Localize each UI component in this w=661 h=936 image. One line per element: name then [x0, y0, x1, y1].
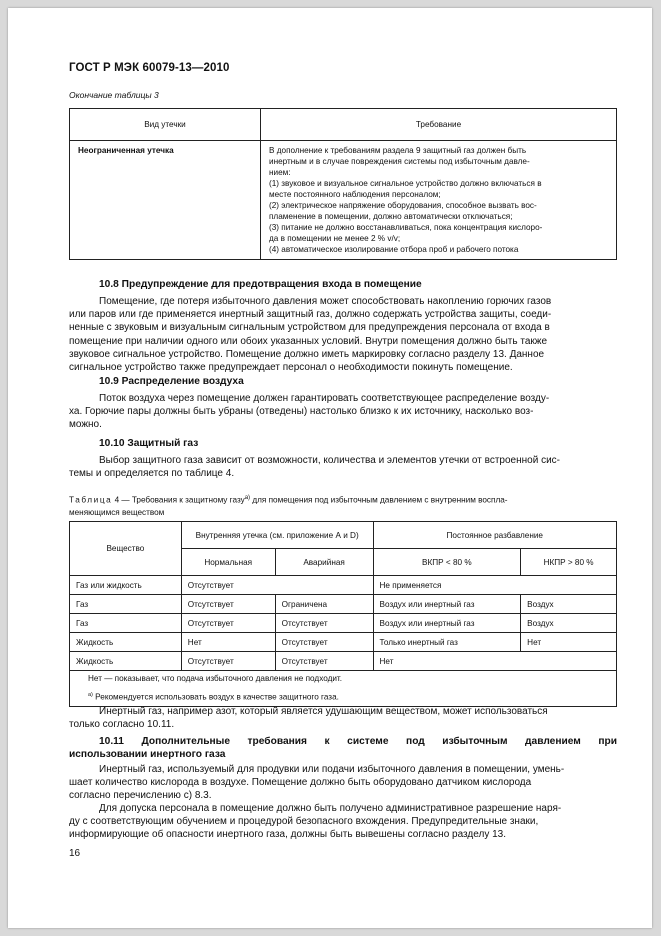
- cell-nkpr: Воздух: [521, 595, 617, 614]
- page-number: 16: [69, 848, 81, 859]
- table4-header-internal: Внутренняя утечка (см. приложение А и D): [181, 522, 373, 549]
- table4-caption-prefix: Таблица: [69, 495, 113, 505]
- table3-header-requirement: Требование: [261, 109, 617, 141]
- cell-substance: Газ: [70, 595, 182, 614]
- cell-emergency: Отсутствует: [275, 652, 373, 671]
- table4-caption-line2: меняющимся веществом: [69, 507, 165, 517]
- section-10-11-p2: [69, 802, 617, 842]
- table3: [69, 108, 617, 260]
- table4-header-substance: Вещество: [70, 522, 182, 576]
- table4-header-vkpr: ВКПР < 80 %: [373, 549, 521, 576]
- document-header: ГОСТ Р МЭК 60079-13—2010: [69, 62, 230, 74]
- req-line: нием:: [269, 168, 291, 177]
- para-line: сигнальное устройство также предупреждает персонал о необходимости покинуть помещение.: [69, 362, 513, 374]
- req-line: месте постоянного наблюдения персоналом;: [269, 190, 441, 199]
- para-line: Поток воздуха через помещение должен гарантировать соответствующее распределение возду-: [99, 393, 550, 404]
- para-line: Инертный газ, например азот, который является удушающим веществом, может использоваться: [99, 706, 548, 717]
- table-row: [70, 576, 617, 595]
- para-line: ду с соответствующим обучением и процедурой безопасного вхождения. Предупредительные знаки,: [69, 816, 539, 828]
- cell-substance: Газ или жидкость: [70, 576, 182, 595]
- table4-header-dilution: Постоянное разбавление: [373, 522, 616, 549]
- req-line: (2) электрическое напряжение оборудования, способное вызвать вос-: [269, 201, 537, 210]
- para-line: темы и определяется по таблице 4.: [69, 468, 235, 480]
- cell-dilution: Нет: [373, 652, 616, 671]
- cell-substance: Жидкость: [70, 633, 182, 652]
- para-line: информирующие об опасности инертного газа, должны быть вывешены согласно разделу 13.: [69, 829, 507, 841]
- section-10-11-title-line1: 10.11 Дополнительные требования к системе под избыточным давлением при: [99, 736, 617, 747]
- table-row: [70, 633, 617, 652]
- para-line: помещение при наличии одного или обоих указанных условий. Внутри помещения должно быть также: [69, 335, 548, 347]
- cell-substance: Газ: [70, 614, 182, 633]
- table3-caption: Окончание таблицы 3: [69, 90, 159, 100]
- section-10-10-title: 10.10 Защитный газ: [99, 438, 199, 449]
- para-line: согласно перечислению с) 8.3.: [69, 790, 212, 802]
- para-line: или паров или где применяется инертный защитный газ, должно содержать устройства защиты, соеди-: [69, 309, 552, 321]
- section-10-9-text: [69, 392, 617, 432]
- cell-normal: Нет: [181, 633, 275, 652]
- cell-emergency: Ограничена: [275, 595, 373, 614]
- para-line: Для допуска персонала в помещение должно быть получено административное разрешение наря-: [99, 803, 562, 814]
- table-row: [70, 652, 617, 671]
- cell-dilution: Не применяется: [373, 576, 616, 595]
- para-line: Выбор защитного газа зависит от возможности, количества и элементов утечки от встроенной сис-: [99, 455, 560, 466]
- req-line: (1) звуковое и визуальное сигнальное устройство должно включаться в: [269, 179, 542, 188]
- table4-notes: [70, 671, 617, 707]
- req-line: (4) автоматическое изолирование отбора проб и рабочего потока: [269, 245, 519, 254]
- cell-substance: Жидкость: [70, 652, 182, 671]
- section-10-11-title-line2: использовании инертного газа: [69, 749, 226, 760]
- req-line: В дополнение к требованиям раздела 9 защитный газ должен быть: [269, 146, 527, 155]
- cell-normal: Отсутствует: [181, 652, 275, 671]
- cell-vkpr: Воздух или инертный газ: [373, 614, 521, 633]
- para-line: шает количество кислорода в воздухе. Помещение должно быть оборудовано датчиком кислорода: [69, 777, 532, 789]
- table4-caption-tail: для помещения под избыточным давлением с внутренним воспла-: [250, 495, 508, 505]
- section-10-10-text: [69, 454, 617, 480]
- req-line: да в помещении не менее 2 % v/v;: [269, 234, 401, 243]
- table4-note-1: Нет — показывает, что подача избыточного давления не подходит.: [88, 674, 343, 683]
- table4-note-2: [88, 692, 610, 702]
- table4-header-nkpr: НКПР > 80 %: [521, 549, 617, 576]
- table-row: [70, 614, 617, 633]
- table4-header-emergency: Аварийная: [275, 549, 373, 576]
- section-10-11-p1: [69, 763, 617, 803]
- cell-emergency: Отсутствует: [275, 614, 373, 633]
- cell-vkpr: Воздух или инертный газ: [373, 595, 521, 614]
- table3-header-type: Вид утечки: [70, 109, 261, 141]
- para-line: только согласно 10.11.: [69, 719, 175, 731]
- cell-normal: Отсутствует: [181, 614, 275, 633]
- after-table-text: [69, 705, 617, 731]
- table4-header-normal: Нормальная: [181, 549, 275, 576]
- table4-caption-sup: a): [244, 495, 251, 501]
- table4: [69, 521, 617, 707]
- para-line: Инертный газ, используемый для продувки или подачи избыточного давления в помещении, умень-: [99, 764, 565, 775]
- cell-emergency: Отсутствует: [275, 633, 373, 652]
- cell-vkpr: Только инертный газ: [373, 633, 521, 652]
- section-10-11-title: [69, 735, 617, 761]
- cell-nkpr: Воздух: [521, 614, 617, 633]
- section-10-9-title: 10.9 Распределение воздуха: [99, 376, 244, 387]
- section-10-8-title: 10.8 Предупреждение для предотвращения входа в помещение: [99, 279, 422, 290]
- req-line: инертным и в случае повреждения системы под избыточным давле-: [269, 157, 530, 166]
- table4-caption: [69, 492, 617, 519]
- table-row: [70, 595, 617, 614]
- section-10-8-text: [69, 295, 617, 374]
- table4-note-2-text: Рекомендуется использовать воздух в качестве защитного газа.: [92, 692, 339, 702]
- cell-internal: Отсутствует: [181, 576, 373, 595]
- para-line: ненные с звуковым и визуальным сигнальным устройством для предупреждения персонала от входа в: [69, 322, 550, 334]
- table4-note-2-sup: а): [88, 692, 93, 698]
- para-line: звуковое сигнальное устройство. Помещение должно иметь маркировку согласно разделу 13. Данное: [69, 348, 545, 360]
- table3-row-requirements: [261, 141, 617, 260]
- req-line: пламенение в помещении, должно автоматически отключаться;: [269, 212, 513, 221]
- table4-caption-text: 4 — Требования к защитному газу: [112, 495, 245, 505]
- para-line: можно.: [69, 419, 102, 431]
- req-line: (3) питание не должно восстанавливаться, пока концентрация кислоро-: [269, 223, 543, 232]
- table3-row-label: Неограниченная утечка: [70, 141, 261, 260]
- para-line: Помещение, где потеря избыточного давления может способствовать накоплению горючих газов: [99, 296, 552, 307]
- cell-normal: Отсутствует: [181, 595, 275, 614]
- cell-nkpr: Нет: [521, 633, 617, 652]
- para-line: ха. Горючие пары должны быть убраны (отведены) настолько близко к их источнику, насколько воз-: [69, 406, 534, 418]
